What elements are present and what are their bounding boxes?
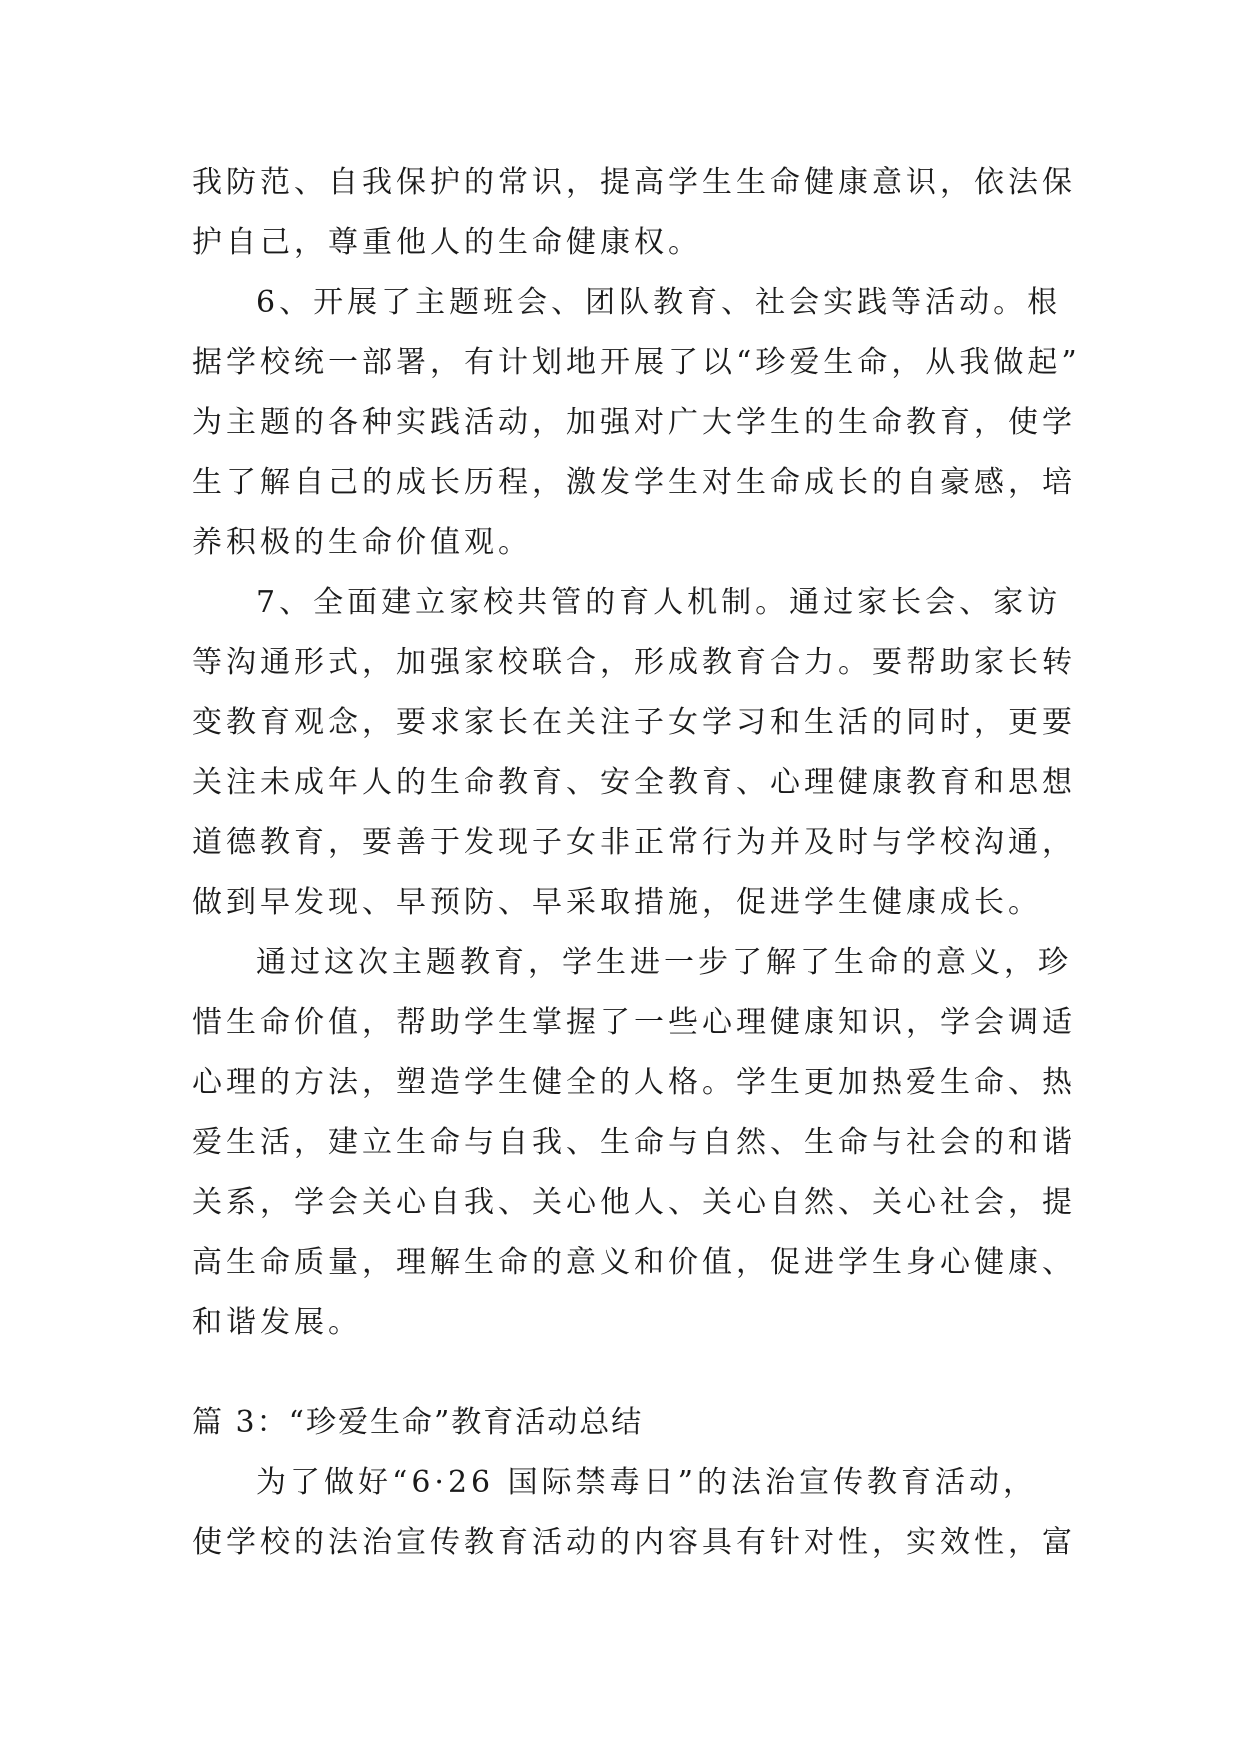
body-line: 我防范、自我保护的常识，提高学生生命健康意识，依法保 [192,165,1076,200]
body-line: 护自己，尊重他人的生命健康权。 [192,225,702,260]
body-line: 惜生命价值，帮助学生掌握了一些心理健康知识，学会调适 [192,1005,1076,1040]
body-line: 心理的方法，塑造学生健全的人格。学生更加热爱生命、热 [192,1065,1076,1100]
body-line: 爱生活，建立生命与自我、生命与自然、生命与社会的和谐 [192,1125,1076,1160]
body-line: 为主题的各种实践活动，加强对广大学生的生命教育，使学 [192,405,1076,440]
body-line: 做到早发现、早预防、早采取措施，促进学生健康成长。 [192,885,1042,920]
conclusion-paragraph-start: 通过这次主题教育，学生进一步了解了生命的意义，珍 [256,945,1072,980]
paragraph-6-start: 6、开展了主题班会、团队教育、社会实践等活动。根 [256,285,1062,320]
body-line: 道德教育，要善于发现子女非正常行为并及时与学校沟通， [192,825,1076,860]
body-line: 生了解自己的成长历程，激发学生对生命成长的自豪感，培 [192,465,1076,500]
body-line: 养积极的生命价值观。 [192,525,532,560]
section-paragraph-start: 为了做好“6·26 国际禁毒日”的法治宣传教育活动， [256,1465,1038,1500]
paragraph-7-start: 7、全面建立家校共管的育人机制。通过家长会、家访 [256,585,1062,620]
body-line: 关注未成年人的生命教育、安全教育、心理健康教育和思想 [192,765,1076,800]
section-heading: 篇 3：“珍爱生命”教育活动总结 [192,1405,644,1440]
body-line: 高生命质量，理解生命的意义和价值，促进学生身心健康、 [192,1245,1076,1280]
body-line: 和谐发展。 [192,1305,362,1340]
body-line: 等沟通形式，加强家校联合，形成教育合力。要帮助家长转 [192,645,1076,680]
body-line: 变教育观念，要求家长在关注子女学习和生活的同时，更要 [192,705,1076,740]
body-line: 使学校的法治宣传教育活动的内容具有针对性，实效性，富 [192,1525,1076,1560]
body-line: 关系，学会关心自我、关心他人、关心自然、关心社会，提 [192,1185,1076,1220]
body-line: 据学校统一部署，有计划地开展了以“珍爱生命，从我做起” [192,345,1081,380]
